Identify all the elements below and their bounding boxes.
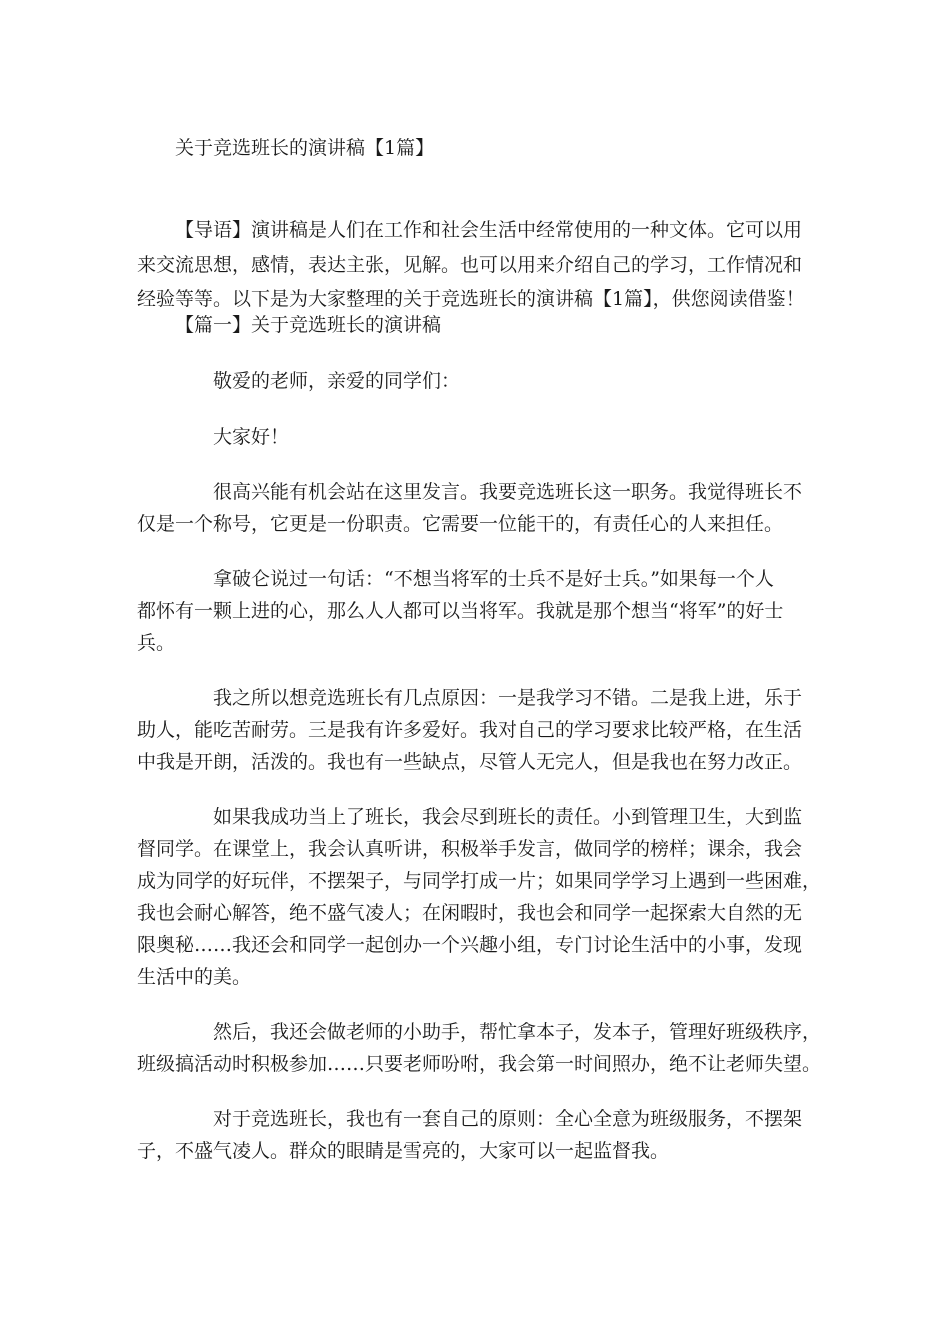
greeting: 大家好！ xyxy=(213,426,290,448)
paragraph-line: 拿破仑说过一句话：“不想当将军的士兵不是好士兵。”如果每一个人 xyxy=(213,568,774,590)
intro-line: 经验等等。以下是为大家整理的关于竞选班长的演讲稿【1篇】，供您阅读借鉴！ xyxy=(137,288,805,310)
paragraph-line: 兵。 xyxy=(137,632,176,654)
section-heading: 【篇一】关于竞选班长的演讲稿 xyxy=(175,314,442,336)
paragraph-line: 很高兴能有机会站在这里发言。我要竞选班长这一职务。我觉得班长不 xyxy=(213,481,803,503)
paragraph-line: 成为同学的好玩伴，不摆架子，与同学打成一片；如果同学学习上遇到一些困难， xyxy=(137,870,822,892)
paragraph-line: 然后，我还会做老师的小助手，帮忙拿本子，发本子，管理好班级秩序， xyxy=(213,1021,822,1043)
paragraph-line: 生活中的美。 xyxy=(137,966,252,988)
paragraph-line: 助人，能吃苦耐劳。三是我有许多爱好。我对自己的学习要求比较严格，在生活 xyxy=(137,719,803,741)
paragraph-line: 班级搞活动时积极参加……只要老师吩咐，我会第一时间照办，绝不让老师失望。 xyxy=(137,1053,822,1075)
intro-line: 来交流思想，感情，表达主张，见解。也可以用来介绍自己的学习，工作情况和 xyxy=(137,254,803,276)
document-title: 关于竞选班长的演讲稿【1篇】 xyxy=(175,137,435,159)
intro-line: 【导语】演讲稿是人们在工作和社会生活中经常使用的一种文体。它可以用 xyxy=(175,219,803,241)
salutation: 敬爱的老师，亲爱的同学们： xyxy=(213,370,461,392)
paragraph-line: 如果我成功当上了班长，我会尽到班长的责任。小到管理卫生，大到监 xyxy=(213,806,803,828)
paragraph-line: 仅是一个称号，它更是一份职责。它需要一位能干的，有责任心的人来担任。 xyxy=(137,513,784,535)
paragraph-line: 子，不盛气凌人。群众的眼睛是雪亮的，大家可以一起监督我。 xyxy=(137,1140,670,1162)
paragraph-line: 对于竞选班长，我也有一套自己的原则：全心全意为班级服务，不摆架 xyxy=(213,1108,803,1130)
paragraph-line: 中我是开朗，活泼的。我也有一些缺点，尽管人无完人，但是我也在努力改正。 xyxy=(137,751,803,773)
paragraph-line: 我也会耐心解答，绝不盛气凌人；在闲暇时，我也会和同学一起探索大自然的无 xyxy=(137,902,803,924)
paragraph-line: 限奥秘……我还会和同学一起创办一个兴趣小组，专门讨论生活中的小事，发现 xyxy=(137,934,803,956)
paragraph-line: 都怀有一颗上进的心，那么人人都可以当将军。我就是那个想当“将军”的好士 xyxy=(137,600,784,622)
paragraph-line: 我之所以想竞选班长有几点原因：一是我学习不错。二是我上进，乐于 xyxy=(213,687,803,709)
paragraph-line: 督同学。在课堂上，我会认真听讲，积极举手发言，做同学的榜样；课余，我会 xyxy=(137,838,803,860)
